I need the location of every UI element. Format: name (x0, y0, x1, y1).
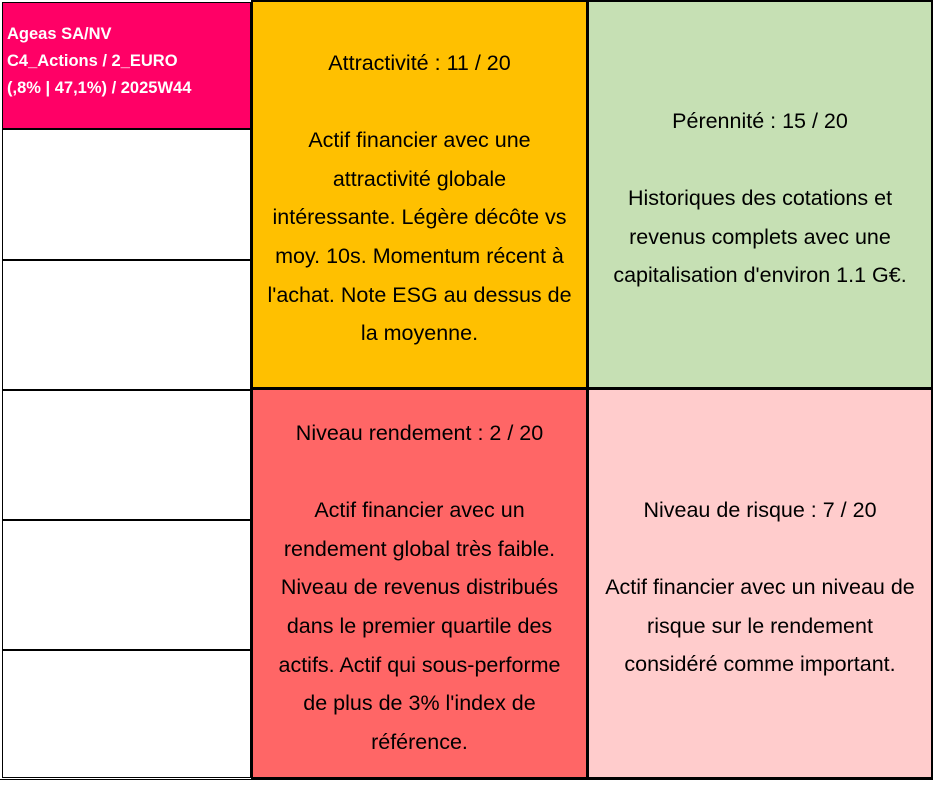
risque-title: Niveau de risque : 7 / 20 (643, 498, 877, 522)
asset-category: C4_Actions / 2_EURO (7, 52, 178, 70)
asset-title-cell[interactable] (2, 2, 251, 129)
perennite-body: Historiques des cotations et revenus complets avec une capitalisation d'environ 1.1 G€. (613, 186, 907, 288)
empty-cell[interactable] (2, 260, 251, 390)
empty-cell[interactable] (2, 390, 251, 520)
rendement-body: Actif financier avec un rendement global très faible. Niveau de revenus distribués dans le premier quartile des actifs. Actif qui sous-performe de plus de 3% l'index de référence. (278, 498, 561, 754)
perennite-title: Pérennité : 15 / 20 (672, 109, 848, 133)
attractivite-body: Actif financier avec une attractivité globale intéressante. Légère décôte vs moy. 10s. Momentum récent à l'achat. Note ESG au dessus de la moyenne. (267, 128, 572, 346)
empty-cell[interactable] (2, 520, 251, 650)
risque-body: Actif financier avec un niveau de risque sur le rendement considéré comme important. (605, 575, 915, 677)
attractivite-cell[interactable] (251, 0, 588, 389)
risque-cell[interactable] (587, 388, 933, 779)
rendement-title: Niveau rendement : 2 / 20 (295, 421, 544, 445)
attractivite-title: Attractivité : 11 / 20 (328, 51, 511, 75)
rendement-cell[interactable] (251, 388, 588, 779)
empty-cell[interactable] (2, 650, 251, 778)
bottom-divider (0, 779, 933, 780)
asset-name: Ageas SA/NV (7, 25, 112, 43)
empty-cell[interactable] (2, 129, 251, 260)
asset-stats: (,8% | 47,1%) / 2025W44 (7, 79, 192, 97)
perennite-cell[interactable] (587, 0, 933, 389)
